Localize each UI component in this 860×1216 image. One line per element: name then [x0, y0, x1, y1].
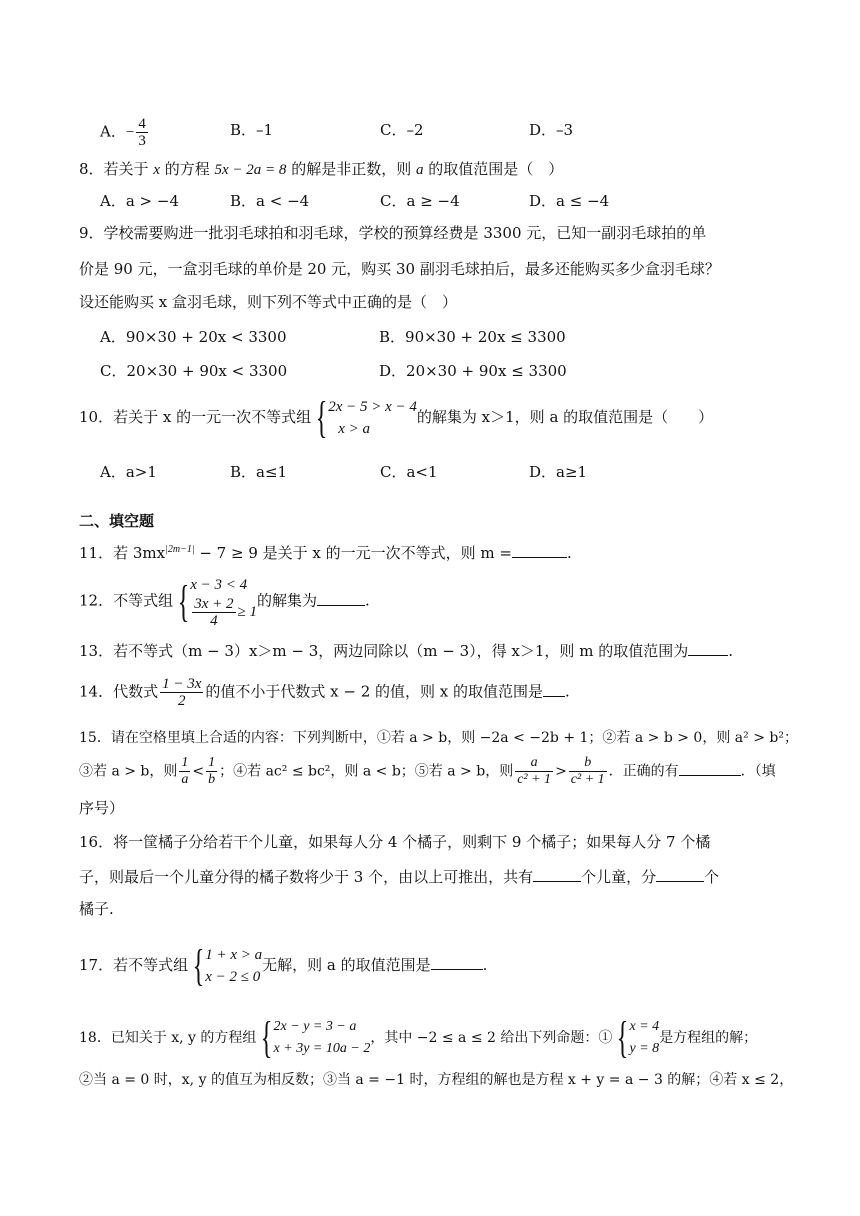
question-14: 14．代数式 $\frac{1 - 3x}{2}$ 的值不小于代数式 x − 2 的值，则 x 的取值范围是 . [79, 676, 570, 709]
q17-system: { 1 + x > a x − 2 ≤ 0 [192, 941, 263, 990]
q7-option-a: A．− $\frac{4}{3}$ [100, 116, 146, 149]
answer-blank-oranges[interactable] [656, 866, 704, 882]
q7-option-b: B．–1 [230, 121, 274, 139]
q7-option-c: C．–2 [380, 121, 424, 139]
question-17: 17．若不等式组 { 1 + x > a x − 2 ≤ 0 无解，则 a 的取值范围是 . [79, 941, 488, 990]
question-11: 11．若 $3mx^{|2m-1|} - 7 \ge 9$ 是关于 x 的一元一次不等式，则 m = . [79, 544, 572, 562]
q8-option-b: B．a < −4 [230, 192, 310, 210]
question-16-line-1: 16．将一筐橘子分给若干个儿童，如果每人分 4 个橘子，则剩下 9 个橘子；如果每人分 7 个橘 [79, 833, 711, 851]
q10-option-d: D．a≥1 [529, 463, 588, 481]
answer-blank[interactable] [512, 542, 567, 558]
section-title-fill-blanks: 二、填空题 [79, 512, 155, 530]
question-15-line-1: 15．请在空格里填上合适的内容：下列判断中，①若 a > b，则 −2a < −2b + 1；②若 a > b > 0，则 a² > b²； [79, 730, 798, 746]
question-9-line-3: 设还能购买 x 盒羽毛球，则下列不等式中正确的是（ ） [79, 293, 457, 311]
question-15-line-2: ③若 a > b，则 $\frac{1}{a}$ < $\frac{1}{b}$ ；④若 ac² ≤ bc²，则 a < b；⑤若 a > b，则 $\frac{a}{\text{c² + 1}}$ > $\frac{b}{\text{c² + 1}}$ ．正确的有 ．（填 [79, 755, 776, 787]
q9-option-d: D．20×30 + 90x ≤ 3300 [379, 362, 567, 380]
q18-solution: { x = 4 y = 8 [617, 1013, 660, 1062]
q7-option-d: D．–3 [529, 121, 574, 139]
answer-blank[interactable] [679, 760, 741, 776]
answer-blank[interactable] [431, 954, 483, 970]
question-16-line-2: 子，则最后一个儿童分得的橘子数将少于 3 个，由以上可推出，共有 个儿童，分 个 [79, 868, 720, 886]
q10-system: { 2x − 5 > x − 4 x > a [315, 393, 417, 442]
question-8-stem: 8．若关于 x 的方程 5x − 2a = 8 的解是非正数，则 a 的取值范围是（ ） [79, 160, 564, 178]
q18-system: { 2x − y = 3 − a x + 3y = 10a − 2 [261, 1013, 371, 1062]
question-9-line-2: 价是 90 元，一盒羽毛球的单价是 20 元，购买 30 副羽毛球拍后，最多还能购买多少盒羽毛球？ [79, 260, 720, 278]
question-12: 12．不等式组 { x − 3 < 4 $\frac{3x + 2}{4}$ ≥ 1 的解集为 . [79, 574, 370, 629]
q8-option-a: A．a > −4 [100, 192, 179, 210]
q8-option-d: D．a ≤ −4 [529, 192, 610, 210]
q12-system: { x − 3 < 4 $\frac{3x + 2}{4}$ ≥ 1 [177, 576, 257, 629]
q7-option-a-fraction: $\frac{4}{3}$ [138, 116, 146, 149]
question-15-line-3: 序号） [79, 799, 125, 817]
q8-option-c: C．a ≥ −4 [380, 192, 460, 210]
question-18-line-2: ②当 a = 0 时，x, y 的值互为相反数；③当 a = −1 时，方程组的解也是方程 x + y = a − 3 的解；④若 x ≤ 2， [79, 1072, 794, 1088]
question-13: 13．若不等式（m − 3）x＞m − 3，两边同除以（m − 3），得 x＞1，则 m 的取值范围为 . [79, 642, 733, 660]
answer-blank[interactable] [543, 681, 565, 697]
answer-blank[interactable] [688, 640, 728, 656]
answer-blank[interactable] [317, 590, 365, 606]
question-9-line-1: 9．学校需要购进一批羽毛球拍和羽毛球，学校的预算经费是 3300 元，已知一副羽毛球拍的单 [79, 224, 707, 242]
q10-option-b: B．a≤1 [230, 463, 288, 481]
question-16-line-3: 橘子. [79, 900, 114, 918]
question-10-stem: 10．若关于 x 的一元一次不等式组 { 2x − 5 > x − 4 x > a 的解集为 x＞1，则 a 的取值范围是（ ） [79, 393, 714, 442]
q9-option-b: B．90×30 + 20x ≤ 3300 [379, 328, 566, 346]
question-18-line-1: 18．已知关于 x, y 的方程组 { 2x − y = 3 − a x + 3y = 10a − 2 ，其中 −2 ≤ a ≤ 2 给出下列命题：① { x = 4 y = 8 是方程组的解； [79, 1013, 758, 1062]
q9-option-c: C．20×30 + 90x < 3300 [100, 362, 288, 380]
q10-option-a: A．a>1 [100, 463, 157, 481]
answer-blank-children[interactable] [533, 866, 581, 882]
q9-option-a: A．90×30 + 20x < 3300 [100, 328, 287, 346]
q10-option-c: C．a<1 [380, 463, 438, 481]
